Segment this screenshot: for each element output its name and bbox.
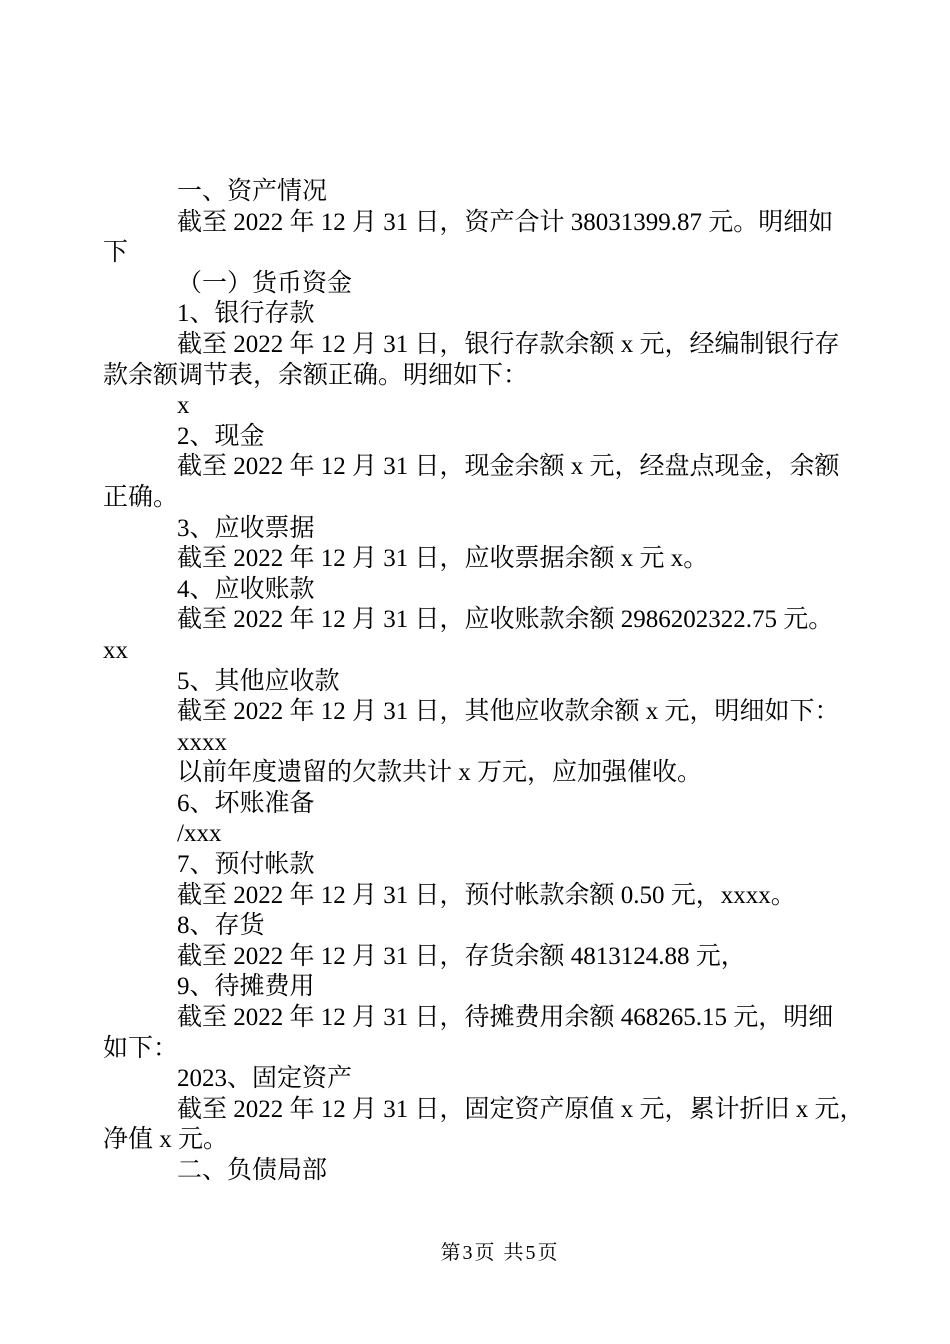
text-line: /xxx — [177, 820, 222, 848]
text-line: 一、资产情况 — [177, 178, 328, 205]
text-line: 8、存货 — [177, 912, 265, 940]
text-line: 6、坏账准备 — [177, 789, 315, 817]
text-line: 二、负债局部 — [177, 1157, 328, 1184]
text-line: 截至 2022 年 12 月 31 日，资产合计 38031399.87 元。明细如 — [177, 208, 834, 236]
text-line: （一）货币资金 — [177, 269, 353, 297]
text-line: 截至 2022 年 12 月 31 日，其他应收款余额 x 元，明细如下： — [177, 698, 840, 726]
text-line: xxxx — [177, 728, 227, 756]
text-line: 截至 2022 年 12 月 31 日，应收票据余额 x 元 x。 — [177, 545, 709, 573]
document-body — [103, 177, 865, 1187]
text-line: 以前年度遗留的欠款共计 x 万元，应加强催收。 — [177, 759, 703, 787]
text-line: 如下： — [103, 1034, 179, 1062]
text-line: 2、现金 — [177, 422, 265, 450]
text-line: 4、应收账款 — [177, 575, 315, 603]
text-line: 截至 2022 年 12 月 31 日，固定资产原值 x 元，累计折旧 x 元， — [177, 1095, 865, 1123]
text-line: 9、待摊费用 — [177, 973, 315, 1001]
text-line: 2023、固定资产 — [177, 1065, 353, 1093]
text-line: 下 — [103, 239, 129, 267]
text-line: 1、银行存款 — [177, 300, 315, 328]
text-line: xx — [103, 636, 128, 664]
text-line: 截至 2022 年 12 月 31 日，存货余额 4813124.88 元， — [177, 942, 746, 970]
text-line: 7、预付帐款 — [177, 851, 315, 879]
text-line: 截至 2022 年 12 月 31 日，待摊费用余额 468265.15 元，明细 — [177, 1004, 834, 1032]
text-line: 截至 2022 年 12 月 31 日，应收账款余额 2986202322.75 元。 — [177, 606, 834, 634]
text-line: 正确。 — [103, 483, 179, 511]
text-line: 款余额调节表，余额正确。明细如下： — [103, 361, 529, 389]
page-number-indicator: 第3页 共5页 — [440, 1242, 560, 1264]
text-line: 5、其他应收款 — [177, 667, 340, 695]
page-footer — [441, 1240, 560, 1266]
text-line: 截至 2022 年 12 月 31 日，预付帐款余额 0.50 元，xxxx。 — [177, 881, 796, 909]
text-line: x — [177, 392, 190, 420]
text-line: 净值 x 元。 — [103, 1126, 229, 1154]
text-line: 3、应收票据 — [177, 514, 315, 542]
text-line: 截至 2022 年 12 月 31 日，银行存款余额 x 元，经编制银行存 — [177, 330, 840, 358]
text-line: 截至 2022 年 12 月 31 日，现金余额 x 元，经盘点现金，余额 — [177, 453, 840, 481]
